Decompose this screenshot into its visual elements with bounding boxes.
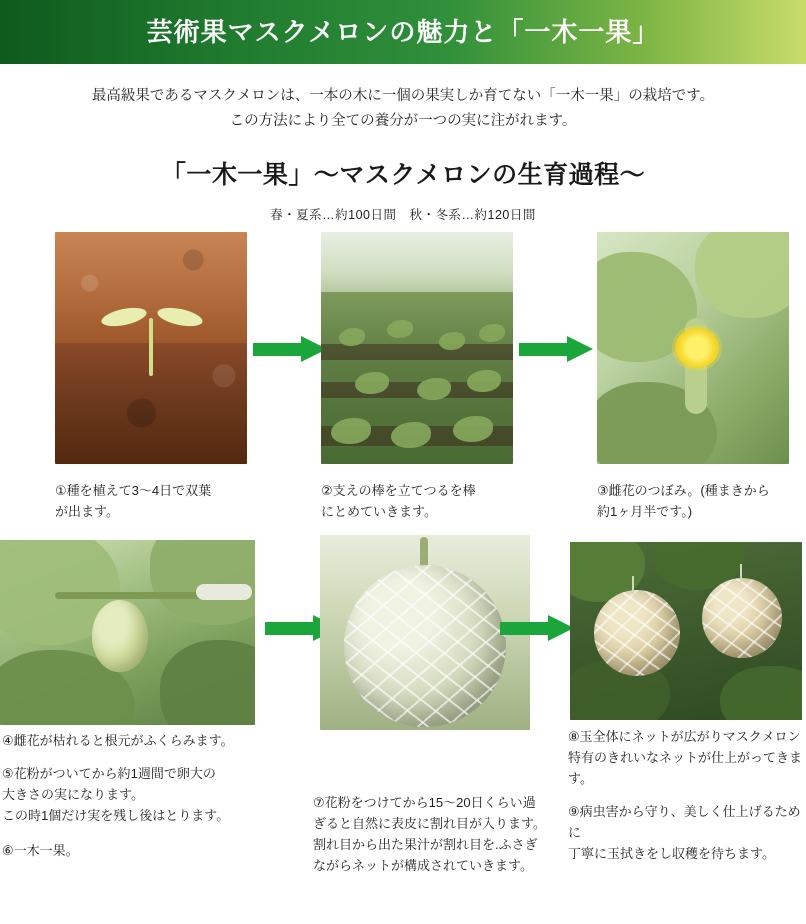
caption-line: ④雌花が枯れると根元がふくらみます。 bbox=[2, 733, 234, 748]
caption-line: ③雌花のつぼみ。(種まきから bbox=[597, 483, 770, 498]
caption-line: ⑨病虫害から守り、美しく仕上げるために bbox=[568, 804, 801, 841]
caption-step-5 bbox=[313, 792, 553, 876]
page-title: 芸術果マスクメロンの魅力と「一木一果」 bbox=[146, 17, 660, 47]
caption-line: ⑤花粉がついてから約1週間で卵大の bbox=[2, 766, 216, 782]
process-row-1 bbox=[0, 232, 806, 468]
caption-line: 丁寧に玉拭きをし収穫を待ちます。 bbox=[568, 846, 775, 862]
intro-line-2: この方法により全ての養分が一つの実に注がれます。 bbox=[229, 113, 577, 130]
caption-step-1 bbox=[55, 480, 255, 522]
netted-melon-photo bbox=[320, 535, 530, 730]
caption-step-2 bbox=[321, 480, 531, 522]
intro-paragraph bbox=[0, 84, 806, 135]
caption-line: 割れ目から出た果汁が割れ目を.ふさぎ bbox=[313, 837, 538, 853]
caption-step-4 bbox=[2, 730, 257, 861]
caption-line: が出ます。 bbox=[55, 504, 119, 520]
caption-line: ながらネットが構成されていきます。 bbox=[313, 858, 533, 874]
caption-line: この時1個だけ実を残し後はとります。 bbox=[2, 808, 230, 824]
caption-line: ①種を植えて3〜4日で双葉 bbox=[55, 483, 212, 498]
female-flower-bud-photo bbox=[597, 232, 789, 464]
arrow-right-icon-1 bbox=[253, 336, 327, 362]
harvest-melons-photo bbox=[570, 542, 802, 720]
intro-line-1: 最高級果であるマスクメロンは、一本の木に一個の果実しか育てない「一木一果」の栽培です。 bbox=[91, 88, 715, 104]
caption-line: ②支えの棒を立てつるを棒 bbox=[321, 483, 476, 498]
arrow-right-icon-2 bbox=[519, 336, 593, 362]
caption-line: 大きさの実になります。 bbox=[2, 787, 144, 803]
caption-line: 約1ヶ月半です。) bbox=[597, 504, 693, 520]
section-subheading: 春・夏系…約100日間 秋・冬系…約120日間 bbox=[270, 207, 536, 222]
arrow-right-icon-4 bbox=[500, 615, 574, 641]
caption-line: ⑦花粉をつけてから15〜20日くらい過 bbox=[313, 795, 536, 810]
caption-line: ⑥一木一果。 bbox=[2, 843, 79, 859]
header-banner bbox=[0, 0, 806, 64]
caption-step-3 bbox=[597, 480, 802, 522]
caption-step-6 bbox=[568, 726, 806, 864]
caption-line: ⑧玉全体にネットが広がりマスクメロン bbox=[568, 729, 801, 744]
caption-line: にとめていきます。 bbox=[321, 504, 437, 520]
process-row-2 bbox=[0, 540, 806, 745]
section-heading: 「一木一果」〜マスクメロンの生育過程〜 bbox=[160, 160, 646, 189]
greenhouse-rows-photo bbox=[321, 232, 513, 464]
caption-line: ぎると自然に表皮に割れ目が入ります。 bbox=[313, 816, 546, 832]
caption-line: す。 bbox=[568, 771, 593, 787]
caption-line: 特有のきれいなネットが仕上がってきま bbox=[568, 750, 803, 766]
young-fruit-photo bbox=[0, 540, 255, 725]
sprout-photo bbox=[55, 232, 247, 464]
